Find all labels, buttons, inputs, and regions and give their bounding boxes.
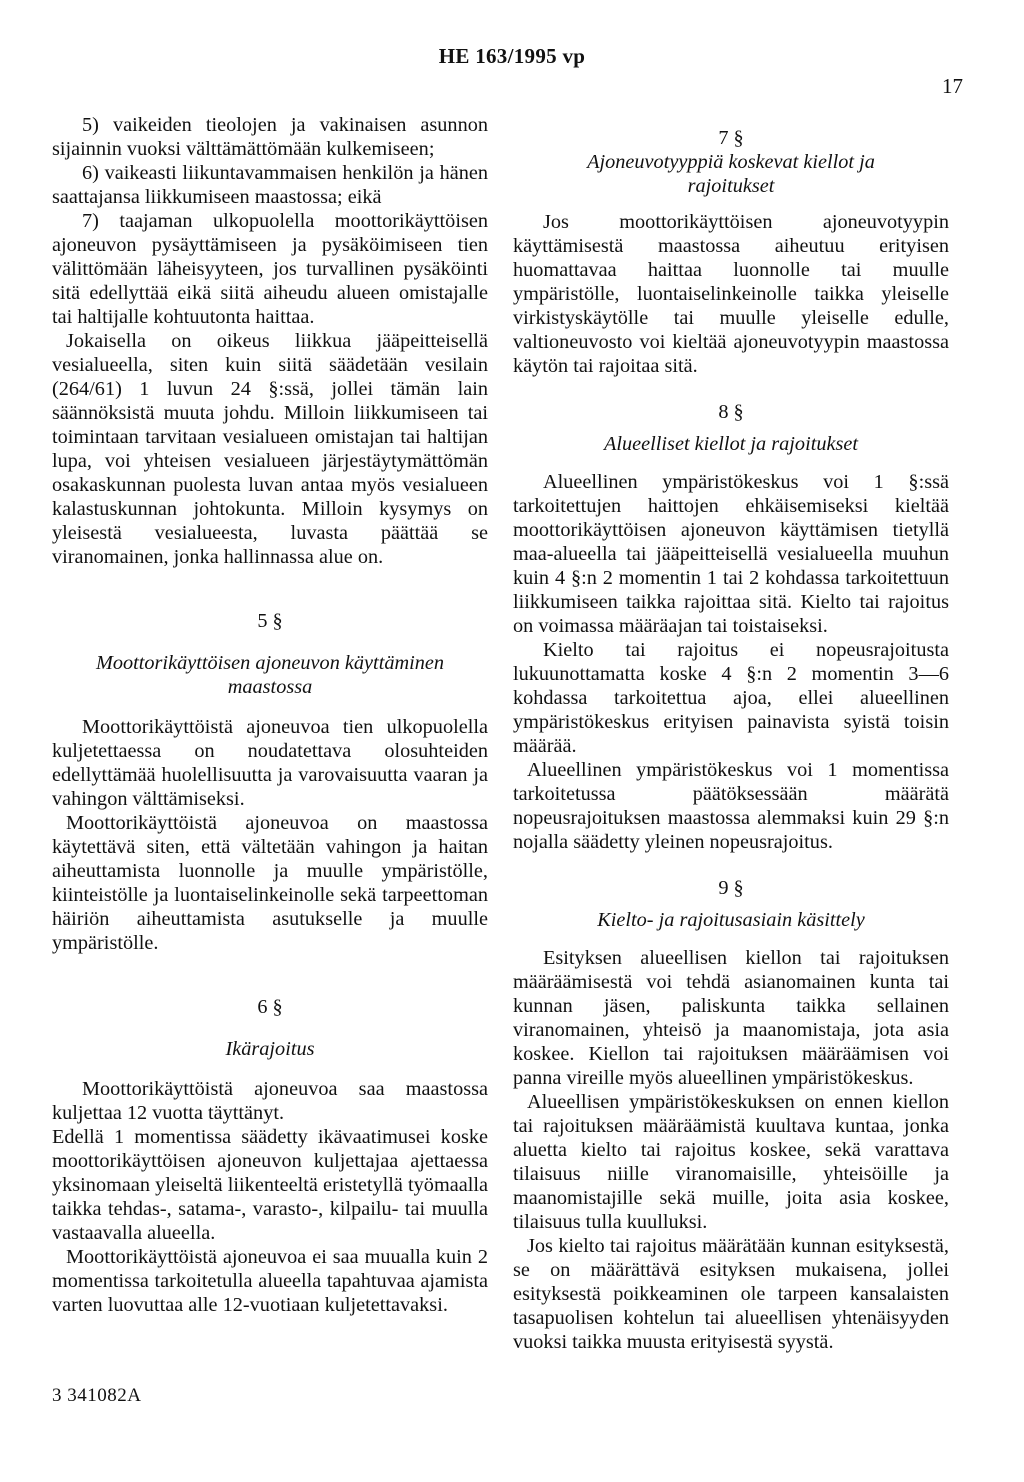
footer-print-code: 3 341082A: [52, 1385, 142, 1406]
paragraph: 7) taajaman ulkopuolella moottorikäyttöisen ajoneuvon pysäyttämiseen ja pysäköimiseen tien välittömään läheisyyteen, jos turvallinen pysäköinti sitä edellyttää eikä siitä aiheudu alueen omistajalle tai haltijalle kohtuutonta haittaa.: [52, 210, 488, 328]
paragraph: 6) vaikeasti liikuntavammaisen henkilön ja hänen saattajansa liikkumiseen maastossa; eikä: [52, 162, 488, 208]
paragraph: Jos moottorikäyttöisen ajoneuvotyypin käyttämisestä maastossa aiheutuu erityisen huomattavaa haittaa luonnolle tai muulle ympäristölle, luontaiselinkeinolle taikka yleiselle virkistyskäytölle tai muulle yleiselle edulle, valtioneuvosto voi kieltää ajoneuvotyypin maastossa käytön tai rajoitaa sitä.: [513, 211, 949, 377]
section-number: 5 §: [257, 610, 283, 632]
paragraph: Kielto tai rajoitus ei nopeusrajoitusta lukuunottamatta koske 4 §:n 2 momentin 3—6 kohdassa tarkoitettua ajoa, ellei alueellinen ympäristökeskus erityisen painavista syistä toisin määrää.: [513, 639, 949, 757]
page-number: 17: [942, 74, 963, 98]
left-column: [52, 113, 488, 1317]
paragraph: Moottorikäyttöistä ajoneuvoa on maastossa käytettävä siten, että vältetään vahingon ja haitan aiheuttamista luonnolle ja muulle ympäristölle, kiinteistölle ja luontaiselinkeinolle sekä tarpeettoman häiriön aiheuttamista asutukselle ja muulle ympäristölle.: [52, 812, 488, 954]
paragraph: Alueellisen ympäristökeskuksen on ennen kiellon tai rajoituksen määräämistä kuultava kuntaa, jonka aluetta kielto tai rajoitus koskee, sekä varattava tilaisuus niille viranomaisille, yhteisöille ja maanomistajille sekä muille, joita asia koskee, tilaisuus tulla kuulluksi.: [513, 1091, 949, 1233]
paragraph: Esityksen alueellisen kiellon tai rajoituksen määräämisestä voi tehdä asianomainen kunta tai kunnan jäsen, paliskunta taikka sellainen viranomainen, yhteisö ja maanomistaja, jota asia koskee. Kiellon tai rajoituksen määräämisen voi panna vireille myös alueellinen ympäristökeskus.: [513, 947, 949, 1089]
section-title: Moottorikäyttöisen ajoneuvon käyttäminen maastossa: [95, 652, 445, 698]
paragraph: Alueellinen ympäristökeskus voi 1 momentissa tarkoitetussa päätöksessään määrätä nopeusrajoituksen maastossa alemmaksi kuin 29 §:n nojalla säädetty yleinen nopeusrajoitus.: [513, 759, 949, 853]
section-title: Ajoneuvotyyppiä koskevat kiellot ja rajoitukset: [587, 151, 875, 197]
paragraph: Jos kielto tai rajoitus määrätään kunnan esityksestä, se on määrättävä esityksen mukaisena, jollei esityksestä poikkeaminen ole tarpeen kansalaisten tasapuolisen kohtelun tai alueellisen yhtenäisyyden vuoksi taikka muusta erityisestä syystä.: [513, 1235, 949, 1353]
section-number: 7 §: [718, 127, 744, 149]
paragraph: Moottorikäyttöistä ajoneuvoa saa maastossa kuljettaa 12 vuotta täyttänyt.: [52, 1078, 488, 1124]
section-number: 8 §: [718, 401, 744, 423]
section-title: Ikärajoitus: [225, 1038, 315, 1060]
paragraph: Edellä 1 momentissa säädetty ikävaatimusei koske moottorikäyttöisen ajoneuvon kuljettajaa ajettaessa yksinomaan yleiseltä liikenteeltä eristetyllä työmaalla taikka tehdas-, satama-, varasto-, kilpailu- tai muulla vastaavalla alueella.: [52, 1126, 488, 1244]
section-number: 9 §: [718, 877, 744, 899]
paragraph: Moottorikäyttöistä ajoneuvoa tien ulkopuolella kuljetettaessa on noudatettava olosuhteiden edellyttämää huolellisuutta ja varovaisuutta vaaran ja vahingon välttämiseksi.: [52, 716, 488, 810]
document-header-title: HE 163/1995 vp: [438, 44, 586, 68]
section-number: 6 §: [257, 996, 283, 1018]
section-title: Kielto- ja rajoitusasiain käsittely: [597, 909, 865, 931]
section-title: Alueelliset kiellot ja rajoitukset: [603, 433, 859, 455]
paragraph: 5) vaikeiden tieolojen ja vakinaisen asunnon sijainnin vuoksi välttämättömään kulkemiseen;: [52, 114, 488, 160]
paragraph: Jokaisella on oikeus liikkua jääpeitteisellä vesialueella, siten kuin siitä säädetään vesilain (264/61) 1 luvun 24 §:ssä, jollei tämän lain säännöksistä muuta johdu. Milloin liikkumiseen tai toimintaan tarvitaan vesialueen omistajan tai haltijan lupa, voi yhteisen vesialueen järjestäytymättömän osakaskunnan puolesta luvan antaa myös vesialueen kalastuskunnan johtokunta. Milloin kysymys on yleisestä vesialueesta, luvasta päättää se viranomainen, jonka hallinnassa alue on.: [52, 330, 488, 568]
paragraph: Alueellinen ympäristökeskus voi 1 §:ssä tarkoitettujen haittojen ehkäisemiseksi kieltää moottorikäyttöisen ajoneuvon käyttämisen tietyllä maa-alueella tai jääpeitteisellä vesialueella muuhun kuin 4 §:n 2 momentin 1 tai 2 kohdassa tarkoitettuun liikkumiseen taikka rajoittaa sitä. Kielto tai rajoitus on voimassa määräajan tai toistaiseksi.: [513, 471, 949, 637]
paragraph: Moottorikäyttöistä ajoneuvoa ei saa muualla kuin 2 momentissa tarkoitetulla alueella tapahtuvaa ajamista varten luovuttaa alle 12-vuotiaan kuljetettavaksi.: [52, 1246, 488, 1316]
right-column: [513, 126, 949, 1354]
